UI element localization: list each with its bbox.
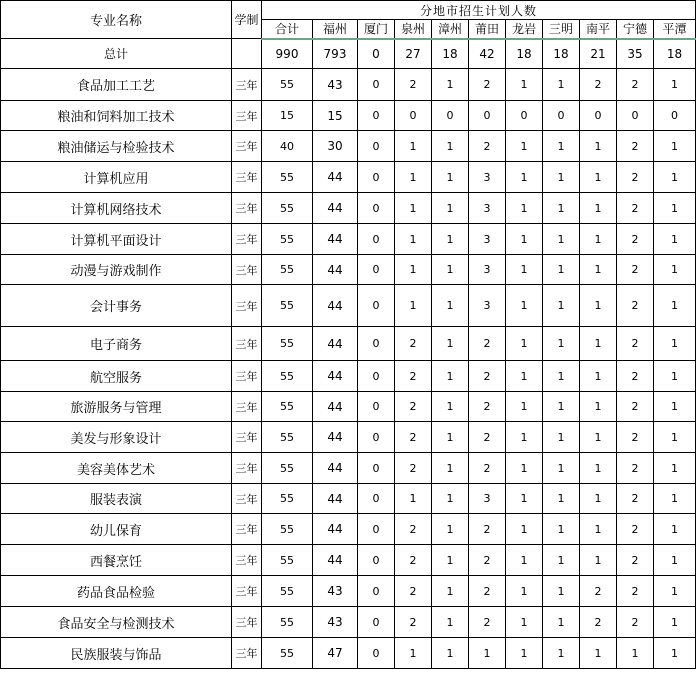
count-cell: 1 xyxy=(506,576,543,607)
count-cell: 1 xyxy=(580,162,617,193)
major-name: 服装表演 xyxy=(1,484,232,514)
count-cell: 15 xyxy=(262,101,313,131)
count-cell: 1 xyxy=(654,162,696,193)
duration-cell: 三年 xyxy=(232,101,262,131)
count-cell: 55 xyxy=(262,545,313,576)
count-cell: 1 xyxy=(654,576,696,607)
count-cell: 2 xyxy=(617,162,654,193)
count-cell: 44 xyxy=(313,392,358,422)
count-cell: 55 xyxy=(262,607,313,638)
count-cell: 44 xyxy=(313,327,358,361)
count-cell: 1 xyxy=(506,162,543,193)
count-cell: 1 xyxy=(654,255,696,285)
count-cell: 2 xyxy=(617,285,654,327)
count-cell: 2 xyxy=(469,422,506,453)
count-cell: 2 xyxy=(469,545,506,576)
count-cell: 43 xyxy=(313,576,358,607)
count-cell: 2 xyxy=(395,545,432,576)
count-cell: 1 xyxy=(617,638,654,669)
count-cell: 0 xyxy=(358,285,395,327)
count-cell: 44 xyxy=(313,453,358,484)
count-cell: 2 xyxy=(395,361,432,392)
count-cell: 0 xyxy=(358,162,395,193)
count-cell: 30 xyxy=(313,131,358,162)
count-cell: 1 xyxy=(432,638,469,669)
major-name: 民族服装与饰品 xyxy=(1,638,232,669)
count-cell: 47 xyxy=(313,638,358,669)
count-cell: 1 xyxy=(506,607,543,638)
duration-cell: 三年 xyxy=(232,607,262,638)
count-cell: 1 xyxy=(506,422,543,453)
count-cell: 55 xyxy=(262,576,313,607)
count-cell: 2 xyxy=(617,327,654,361)
count-cell: 1 xyxy=(432,361,469,392)
count-cell: 44 xyxy=(313,162,358,193)
total-value: 18 xyxy=(506,39,543,69)
count-cell: 44 xyxy=(313,422,358,453)
count-cell: 0 xyxy=(358,607,395,638)
count-cell: 0 xyxy=(358,69,395,101)
count-cell: 0 xyxy=(358,576,395,607)
duration-cell: 三年 xyxy=(232,224,262,255)
major-name: 计算机应用 xyxy=(1,162,232,193)
count-cell: 2 xyxy=(617,392,654,422)
major-name: 食品安全与检测技术 xyxy=(1,607,232,638)
table-row xyxy=(1,514,696,545)
major-name: 计算机平面设计 xyxy=(1,224,232,255)
table-row xyxy=(1,101,696,131)
header-col-6: 龙岩 xyxy=(506,20,543,39)
count-cell: 2 xyxy=(469,453,506,484)
count-cell: 2 xyxy=(617,453,654,484)
count-cell: 0 xyxy=(358,193,395,224)
count-cell: 1 xyxy=(580,453,617,484)
count-cell: 2 xyxy=(617,484,654,514)
total-value: 35 xyxy=(617,39,654,69)
count-cell: 0 xyxy=(395,101,432,131)
count-cell: 0 xyxy=(358,224,395,255)
major-name: 西餐烹饪 xyxy=(1,545,232,576)
count-cell: 2 xyxy=(617,545,654,576)
count-cell: 1 xyxy=(395,638,432,669)
header-col-0: 合计 xyxy=(262,20,313,39)
duration-cell: 三年 xyxy=(232,193,262,224)
count-cell: 1 xyxy=(654,327,696,361)
count-cell: 2 xyxy=(395,607,432,638)
header-col-2: 厦门 xyxy=(358,20,395,39)
count-cell: 1 xyxy=(506,453,543,484)
duration-cell: 三年 xyxy=(232,545,262,576)
count-cell: 1 xyxy=(654,193,696,224)
count-cell: 0 xyxy=(358,131,395,162)
count-cell: 1 xyxy=(543,514,580,545)
count-cell: 2 xyxy=(469,514,506,545)
total-value: 990 xyxy=(262,39,313,69)
count-cell: 1 xyxy=(543,255,580,285)
count-cell: 1 xyxy=(432,453,469,484)
duration-cell: 三年 xyxy=(232,327,262,361)
header-col-4: 漳州 xyxy=(432,20,469,39)
major-name: 美发与形象设计 xyxy=(1,422,232,453)
count-cell: 1 xyxy=(654,607,696,638)
count-cell: 0 xyxy=(358,101,395,131)
count-cell: 1 xyxy=(543,453,580,484)
count-cell: 0 xyxy=(580,101,617,131)
count-cell: 1 xyxy=(654,422,696,453)
count-cell: 55 xyxy=(262,69,313,101)
count-cell: 1 xyxy=(543,162,580,193)
count-cell: 55 xyxy=(262,638,313,669)
count-cell: 1 xyxy=(580,285,617,327)
count-cell: 2 xyxy=(617,224,654,255)
count-cell: 55 xyxy=(262,484,313,514)
count-cell: 0 xyxy=(654,101,696,131)
count-cell: 2 xyxy=(395,514,432,545)
count-cell: 1 xyxy=(543,131,580,162)
count-cell: 1 xyxy=(543,69,580,101)
count-cell: 55 xyxy=(262,514,313,545)
header-col-9: 宁德 xyxy=(617,20,654,39)
table-row xyxy=(1,224,696,255)
count-cell: 2 xyxy=(617,255,654,285)
duration-cell: 三年 xyxy=(232,255,262,285)
count-cell: 2 xyxy=(617,131,654,162)
duration-cell: 三年 xyxy=(232,422,262,453)
header-col-1: 福州 xyxy=(313,20,358,39)
count-cell: 1 xyxy=(506,484,543,514)
duration-cell: 三年 xyxy=(232,576,262,607)
count-cell: 1 xyxy=(654,453,696,484)
count-cell: 2 xyxy=(469,361,506,392)
major-name: 航空服务 xyxy=(1,361,232,392)
count-cell: 1 xyxy=(432,514,469,545)
duration-cell: 三年 xyxy=(232,453,262,484)
major-name: 幼儿保育 xyxy=(1,514,232,545)
count-cell: 44 xyxy=(313,193,358,224)
major-name: 美容美体艺术 xyxy=(1,453,232,484)
count-cell: 1 xyxy=(543,361,580,392)
count-cell: 0 xyxy=(358,422,395,453)
count-cell: 2 xyxy=(395,453,432,484)
major-name: 粮油和饲料加工技术 xyxy=(1,101,232,131)
total-value: 18 xyxy=(432,39,469,69)
count-cell: 44 xyxy=(313,255,358,285)
count-cell: 1 xyxy=(432,576,469,607)
count-cell: 1 xyxy=(543,392,580,422)
count-cell: 2 xyxy=(617,361,654,392)
count-cell: 55 xyxy=(262,361,313,392)
table-row xyxy=(1,484,696,514)
count-cell: 1 xyxy=(580,131,617,162)
count-cell: 1 xyxy=(543,607,580,638)
major-name: 电子商务 xyxy=(1,327,232,361)
count-cell: 0 xyxy=(617,101,654,131)
count-cell: 3 xyxy=(469,255,506,285)
count-cell: 1 xyxy=(506,285,543,327)
table-row xyxy=(1,638,696,669)
count-cell: 1 xyxy=(654,392,696,422)
count-cell: 2 xyxy=(469,607,506,638)
count-cell: 0 xyxy=(358,392,395,422)
count-cell: 1 xyxy=(543,576,580,607)
count-cell: 55 xyxy=(262,453,313,484)
count-cell: 1 xyxy=(432,422,469,453)
count-cell: 2 xyxy=(395,392,432,422)
count-cell: 44 xyxy=(313,224,358,255)
table-row xyxy=(1,285,696,327)
count-cell: 0 xyxy=(358,361,395,392)
major-name: 食品加工工艺 xyxy=(1,69,232,101)
table-row xyxy=(1,453,696,484)
count-cell: 1 xyxy=(580,193,617,224)
table-row xyxy=(1,576,696,607)
count-cell: 0 xyxy=(432,101,469,131)
count-cell: 1 xyxy=(395,255,432,285)
count-cell: 2 xyxy=(395,69,432,101)
count-cell: 1 xyxy=(395,131,432,162)
count-cell: 1 xyxy=(654,638,696,669)
count-cell: 0 xyxy=(469,101,506,131)
duration-cell: 三年 xyxy=(232,162,262,193)
table-row xyxy=(1,69,696,101)
count-cell: 1 xyxy=(432,392,469,422)
count-cell: 1 xyxy=(432,193,469,224)
header-col-7: 三明 xyxy=(543,20,580,39)
count-cell: 2 xyxy=(617,514,654,545)
count-cell: 1 xyxy=(432,162,469,193)
count-cell: 1 xyxy=(432,255,469,285)
count-cell: 1 xyxy=(580,422,617,453)
count-cell: 1 xyxy=(580,484,617,514)
header-col-3: 泉州 xyxy=(395,20,432,39)
count-cell: 0 xyxy=(358,484,395,514)
count-cell: 1 xyxy=(432,285,469,327)
count-cell: 44 xyxy=(313,545,358,576)
count-cell: 1 xyxy=(580,392,617,422)
count-cell: 1 xyxy=(543,224,580,255)
count-cell: 1 xyxy=(654,131,696,162)
count-cell: 2 xyxy=(469,131,506,162)
count-cell: 1 xyxy=(432,327,469,361)
count-cell: 0 xyxy=(358,638,395,669)
major-name: 会计事务 xyxy=(1,285,232,327)
table-row xyxy=(1,193,696,224)
count-cell: 2 xyxy=(617,576,654,607)
count-cell: 1 xyxy=(432,545,469,576)
count-cell: 1 xyxy=(432,484,469,514)
count-cell: 1 xyxy=(506,327,543,361)
count-cell: 2 xyxy=(580,607,617,638)
count-cell: 44 xyxy=(313,361,358,392)
count-cell: 1 xyxy=(580,514,617,545)
count-cell: 43 xyxy=(313,69,358,101)
count-cell: 1 xyxy=(543,422,580,453)
table-row xyxy=(1,361,696,392)
header-major-name: 专业名称 xyxy=(1,1,232,39)
duration-cell: 三年 xyxy=(232,484,262,514)
count-cell: 0 xyxy=(358,514,395,545)
count-cell: 1 xyxy=(580,361,617,392)
table-row xyxy=(1,422,696,453)
count-cell: 1 xyxy=(432,131,469,162)
count-cell: 55 xyxy=(262,224,313,255)
count-cell: 2 xyxy=(469,69,506,101)
count-cell: 1 xyxy=(432,607,469,638)
count-cell: 1 xyxy=(395,224,432,255)
count-cell: 55 xyxy=(262,285,313,327)
header-duration: 学制 xyxy=(232,1,262,39)
count-cell: 44 xyxy=(313,285,358,327)
count-cell: 2 xyxy=(580,576,617,607)
count-cell: 1 xyxy=(654,69,696,101)
count-cell: 1 xyxy=(543,484,580,514)
count-cell: 1 xyxy=(506,545,543,576)
count-cell: 2 xyxy=(617,422,654,453)
duration-cell: 三年 xyxy=(232,392,262,422)
count-cell: 2 xyxy=(395,422,432,453)
total-label: 总计 xyxy=(1,39,232,69)
count-cell: 1 xyxy=(395,193,432,224)
count-cell: 1 xyxy=(654,545,696,576)
table-row xyxy=(1,131,696,162)
count-cell: 1 xyxy=(543,327,580,361)
count-cell: 1 xyxy=(580,327,617,361)
header-region-group: 分地市招生计划人数 xyxy=(262,1,696,20)
duration-cell: 三年 xyxy=(232,69,262,101)
count-cell: 2 xyxy=(395,327,432,361)
count-cell: 1 xyxy=(654,514,696,545)
count-cell: 1 xyxy=(506,638,543,669)
total-value: 27 xyxy=(395,39,432,69)
count-cell: 1 xyxy=(506,131,543,162)
count-cell: 1 xyxy=(580,638,617,669)
total-row xyxy=(1,39,696,69)
duration-cell: 三年 xyxy=(232,361,262,392)
count-cell: 1 xyxy=(543,193,580,224)
count-cell: 1 xyxy=(506,392,543,422)
count-cell: 55 xyxy=(262,193,313,224)
count-cell: 1 xyxy=(506,255,543,285)
count-cell: 3 xyxy=(469,224,506,255)
count-cell: 1 xyxy=(580,224,617,255)
table-row xyxy=(1,545,696,576)
table-body xyxy=(1,39,696,669)
count-cell: 1 xyxy=(506,69,543,101)
count-cell: 40 xyxy=(262,131,313,162)
count-cell: 3 xyxy=(469,484,506,514)
count-cell: 0 xyxy=(506,101,543,131)
count-cell: 1 xyxy=(432,224,469,255)
count-cell: 3 xyxy=(469,193,506,224)
count-cell: 0 xyxy=(543,101,580,131)
count-cell: 2 xyxy=(617,193,654,224)
duration-cell: 三年 xyxy=(232,638,262,669)
table-row xyxy=(1,255,696,285)
count-cell: 3 xyxy=(469,285,506,327)
count-cell: 0 xyxy=(358,545,395,576)
total-value: 18 xyxy=(543,39,580,69)
count-cell: 44 xyxy=(313,484,358,514)
total-value: 18 xyxy=(654,39,696,69)
duration-cell: 三年 xyxy=(232,514,262,545)
count-cell: 1 xyxy=(654,285,696,327)
count-cell: 2 xyxy=(395,576,432,607)
count-cell: 1 xyxy=(654,484,696,514)
count-cell: 0 xyxy=(358,453,395,484)
count-cell: 15 xyxy=(313,101,358,131)
major-name: 粮油储运与检验技术 xyxy=(1,131,232,162)
major-name: 计算机网络技术 xyxy=(1,193,232,224)
count-cell: 2 xyxy=(617,69,654,101)
header-col-10: 平潭 xyxy=(654,20,696,39)
count-cell: 1 xyxy=(506,514,543,545)
table-row xyxy=(1,607,696,638)
count-cell: 3 xyxy=(469,162,506,193)
major-name: 药品食品检验 xyxy=(1,576,232,607)
count-cell: 55 xyxy=(262,255,313,285)
table-row xyxy=(1,162,696,193)
major-name: 动漫与游戏制作 xyxy=(1,255,232,285)
count-cell: 1 xyxy=(395,285,432,327)
count-cell: 2 xyxy=(580,69,617,101)
table-row xyxy=(1,392,696,422)
count-cell: 1 xyxy=(506,361,543,392)
count-cell: 1 xyxy=(654,224,696,255)
total-value: 0 xyxy=(358,39,395,69)
count-cell: 1 xyxy=(506,224,543,255)
count-cell: 1 xyxy=(580,255,617,285)
count-cell: 55 xyxy=(262,327,313,361)
header-col-5: 莆田 xyxy=(469,20,506,39)
count-cell: 0 xyxy=(358,327,395,361)
count-cell: 55 xyxy=(262,422,313,453)
duration-cell: 三年 xyxy=(232,131,262,162)
count-cell: 1 xyxy=(543,638,580,669)
count-cell: 1 xyxy=(580,545,617,576)
header-col-8: 南平 xyxy=(580,20,617,39)
count-cell: 55 xyxy=(262,162,313,193)
total-value: 793 xyxy=(313,39,358,69)
total-value: 21 xyxy=(580,39,617,69)
total-value: 42 xyxy=(469,39,506,69)
count-cell: 1 xyxy=(432,69,469,101)
count-cell: 1 xyxy=(543,545,580,576)
count-cell: 1 xyxy=(543,285,580,327)
table-row xyxy=(1,327,696,361)
count-cell: 2 xyxy=(469,576,506,607)
count-cell: 2 xyxy=(469,392,506,422)
count-cell: 1 xyxy=(395,162,432,193)
count-cell: 1 xyxy=(469,638,506,669)
count-cell: 43 xyxy=(313,607,358,638)
count-cell: 2 xyxy=(617,607,654,638)
count-cell: 0 xyxy=(358,255,395,285)
count-cell: 1 xyxy=(506,193,543,224)
count-cell: 1 xyxy=(395,484,432,514)
major-name: 旅游服务与管理 xyxy=(1,392,232,422)
count-cell: 2 xyxy=(469,327,506,361)
count-cell: 1 xyxy=(654,361,696,392)
count-cell: 55 xyxy=(262,392,313,422)
count-cell: 44 xyxy=(313,514,358,545)
total-duration xyxy=(232,39,262,69)
duration-cell: 三年 xyxy=(232,285,262,327)
